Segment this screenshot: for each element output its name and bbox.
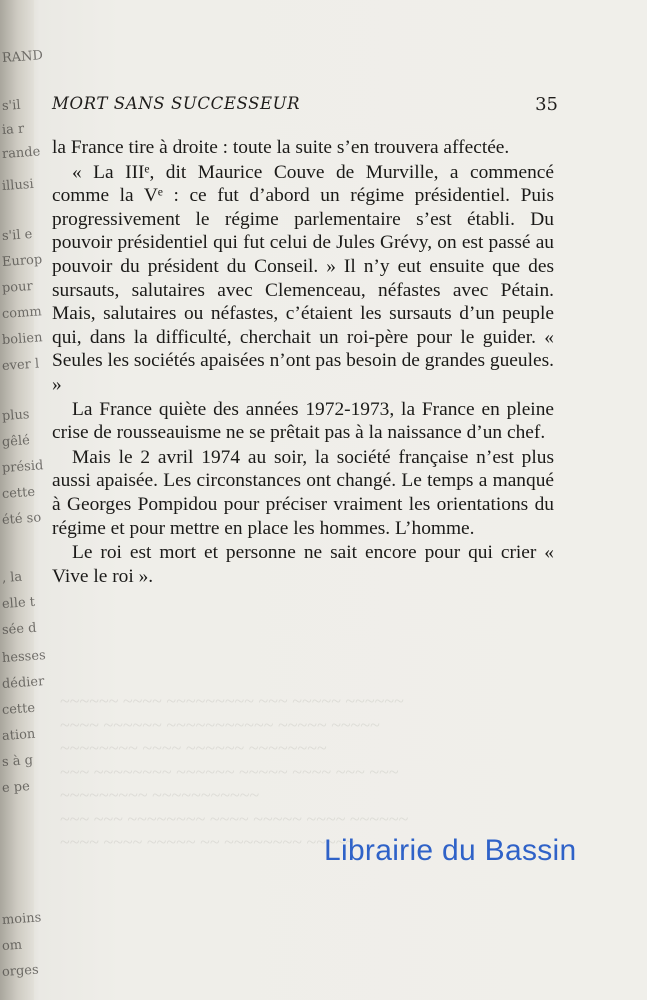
body-text — [52, 136, 554, 589]
page-number: 35 — [535, 94, 558, 115]
facing-page-bleed: cette — [1, 484, 36, 503]
facing-page-bleed: Europ — [1, 252, 43, 271]
facing-page-bleed: orges — [1, 962, 40, 981]
facing-page-bleed: ia r — [1, 121, 25, 139]
paragraph: Le roi est mort et personne ne sait encore pour qui crier « Vive le roi ». — [52, 542, 554, 587]
facing-page-bleed: dédier — [1, 674, 45, 693]
facing-page-bleed: s'il — [1, 97, 22, 115]
paragraph: « La IIIᵉ, dit Maurice Couve de Murville, a commencé comme la Vᵉ : ce fut d’abord un régime présidentiel. Puis progressivement le régime parlementaire s’est établi. Du pouvoir présidentiel qui fut celui de Jules Grévy, on est passé au pouvoir du président du Conseil. » Il n’y eut ensuite que des sursauts, salutaires avec Clemenceau, néfastes avec Pétain. Mais, salutaires ou néfastes, c’étaient les sursauts d’un peuple qui, dans la difficulté, cherchait un roi-père pour le guider. « Seules les sociétés apaisées n’ont pas besoin de grandes gueules. » — [52, 161, 554, 395]
facing-page-bleed: ation — [1, 726, 36, 745]
paragraph: la France tire à droite : toute la suite s’en trouvera affectée. — [52, 137, 510, 158]
facing-page-bleed: présid — [1, 458, 44, 477]
watermark: Librairie du Bassin — [324, 834, 577, 867]
facing-page-bleed: e pe — [1, 779, 31, 797]
facing-page-bleed: hesses — [1, 648, 47, 667]
facing-page-bleed: ever l — [1, 356, 40, 375]
facing-page-bleed: RAND — [1, 48, 44, 67]
facing-page-bleed: sée d — [1, 620, 37, 639]
facing-page-bleed: , la — [1, 569, 23, 587]
running-title: MORT SANS SUCCESSEUR — [52, 94, 301, 113]
facing-page-bleed: s'il e — [1, 226, 33, 245]
facing-page-bleed: été so — [1, 510, 42, 529]
paragraph: La France quiète des années 1972-1973, la France en pleine crise de rousseauisme ne se prêtait pas à la naissance d’un chef. — [52, 398, 554, 444]
facing-page-bleed: om — [1, 937, 23, 955]
facing-page-bleed: elle t — [1, 594, 36, 613]
facing-page-bleed: gêlé — [1, 433, 31, 451]
facing-page-bleed: plus — [1, 407, 30, 425]
facing-page-bleed: cette — [1, 700, 36, 719]
facing-page-bleed: illusi — [1, 176, 35, 195]
facing-page-edge — [0, 0, 47, 1000]
page-header — [52, 94, 562, 118]
facing-page-bleed: comm — [1, 304, 43, 323]
facing-page-bleed: rande — [1, 144, 41, 163]
facing-page-bleed: bolien — [1, 330, 43, 349]
facing-page-bleed: pour — [1, 278, 34, 297]
facing-page-bleed: s à g — [1, 752, 34, 771]
facing-page-bleed: moins — [1, 910, 42, 929]
paragraph: Mais le 2 avril 1974 au soir, la société française n’est plus aussi apaisée. Les circonstances ont changé. Le temps a manqué à Georges Pompidou pour préciser vraiment les orientations du régime et pour mettre en place les hommes. L’homme. — [52, 446, 554, 539]
show-through-decoration: ~~~~~~ ~~~~ ~~~~~~~~~ ~~~ ~~~~~ ~~~~~~ ~~~~ ~~~~~~ ~~~~~~~~~~~ ~~~~~ ~~~~~ ~~~~~~~~ ~~~~ ~~~~~~ ~~~~~~~~ ~~~ ~~~~~~~~ ~~~~~~ ~~~~~ ~~~~ ~~~ ~~~ ~~~~~~~~~ ~~~~~~~~~~~ ~~~ ~~~ ~~~~~~~~ ~~~~ ~~~~~ ~~~~ ~~~~~~ ~~~~ ~~~~ ~~~~~ ~~ ~~~~~~~~ ~~~~~ — [60, 691, 409, 852]
